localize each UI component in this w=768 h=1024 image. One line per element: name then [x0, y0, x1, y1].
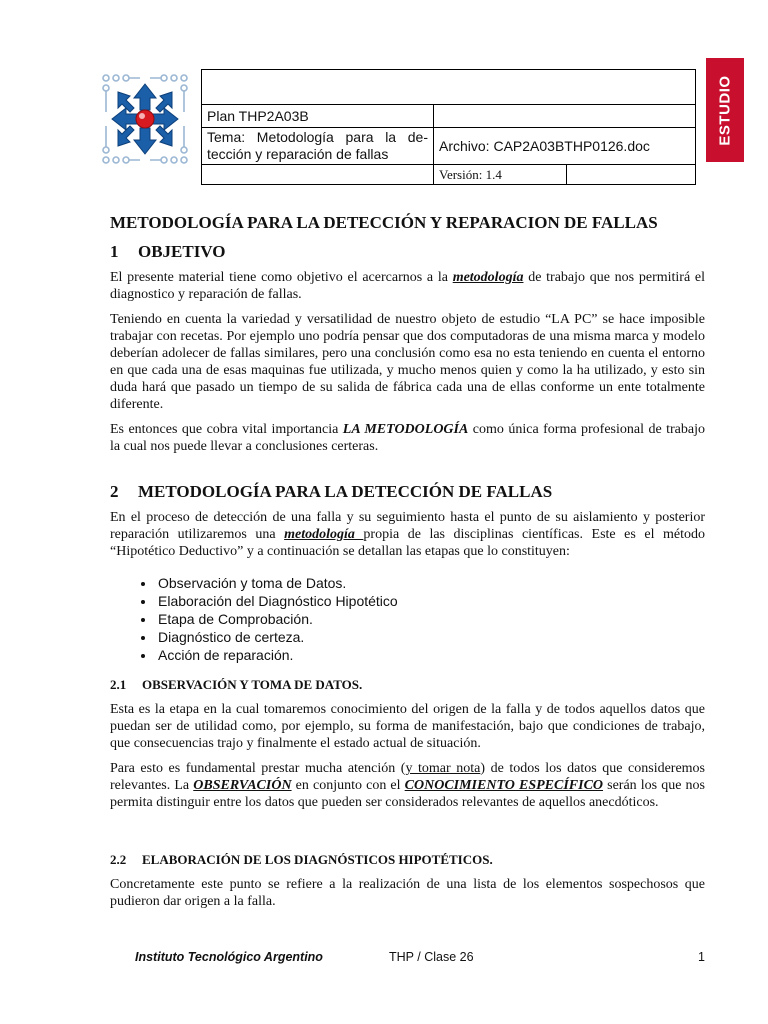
- tema-line-2: tección y reparación de fallas: [207, 146, 389, 162]
- institute-logo: [100, 72, 190, 166]
- section-2-1-paragraph-2: [110, 760, 705, 811]
- header-empty-cell-3: [567, 165, 696, 185]
- tema-cell: [202, 128, 434, 165]
- header-empty-cell-2: [202, 165, 434, 185]
- footer-page-number: 1: [698, 950, 705, 964]
- section-1-paragraph-3: [110, 421, 705, 455]
- text-run: En el proceso de detección de una falla y su seguimiento hasta el punto de su aislamiento y posterior reparación utilizaremos una: [110, 510, 705, 542]
- section-2-paragraph-1: [110, 509, 705, 560]
- header-empty-cell: [434, 105, 696, 128]
- tema-line-1: Tema: Metodología para la de-: [207, 129, 428, 145]
- section-2-1-heading: [110, 676, 705, 693]
- emphasis: LA METODOLOGÍA: [342, 422, 469, 437]
- section-2-1-title: OBSERVACIÓN Y TOMA DE DATOS.: [142, 677, 363, 692]
- page-footer: [135, 950, 705, 966]
- text-run: Para esto es fundamental prestar mucha atención (: [110, 761, 406, 776]
- emphasis: CONOCIMIENTO ESPECÍFICO: [404, 778, 604, 793]
- list-item: • Observación y toma de Datos.: [156, 574, 705, 592]
- version-cell: Versión: 1.4: [434, 165, 567, 185]
- list-item: • Diagnóstico de certeza.: [156, 628, 705, 646]
- section-1-heading: [110, 243, 705, 260]
- emphasis: metodología: [284, 527, 364, 542]
- emphasis: OBSERVACIÓN: [193, 778, 292, 793]
- section-2-heading: [110, 483, 705, 500]
- header-blank-cell: [202, 70, 696, 105]
- document-title: METODOLOGÍA PARA LA DETECCIÓN Y REPARACION DE FALLAS: [110, 213, 658, 232]
- section-1-paragraph-2: Teniendo en cuenta la variedad y versatilidad de nuestro objeto de estudio “LA PC” se hace imposible trabajar con recetas. Por ejemplo uno podría pensar que dos computadoras de una misma marca y modelo deberían adolecer de fallas similares, pero una conclusión como esa no esta teniendo en cuenta el entorno en que cada una de esas maquinas fue utilizada, y mucho menos quien y como la ha utilizado, y esto sin duda hará que pasado un tiempo de su salida de fábrica cada una de ellas conforme un ente totalmente diferente.: [110, 312, 705, 412]
- section-2-title: METODOLOGÍA PARA LA DETECCIÓN DE FALLAS: [138, 482, 553, 501]
- text-run: Es entonces que cobra vital importancia: [110, 422, 343, 437]
- text-run: ) de todos los datos que consideremos relevantes. La: [110, 761, 706, 793]
- footer-institute: Instituto Tecnológico Argentino: [135, 950, 323, 964]
- list-item: • Elaboración del Diagnóstico Hipotético: [156, 592, 705, 610]
- archivo-cell: Archivo: CAP2A03BTHP0126.doc: [434, 128, 696, 165]
- list-item: • Etapa de Comprobación.: [156, 610, 705, 628]
- side-tab-label: ESTUDIO: [716, 74, 734, 146]
- footer-course: THP / Clase 26: [389, 950, 474, 964]
- section-1-title: OBJETIVO: [138, 242, 226, 261]
- section-2-2-heading: [110, 851, 705, 868]
- section-2-number: 2: [110, 482, 119, 501]
- section-1-number: 1: [110, 242, 119, 261]
- text-run: El presente material tiene como objetivo el acercarnos a la: [110, 270, 453, 285]
- plan-cell: Plan THP2A03B: [202, 105, 434, 128]
- section-2-2-title: ELABORACIÓN DE LOS DIAGNÓSTICOS HIPOTÉTICOS.: [142, 852, 493, 867]
- text-run: en conjunto con el: [291, 778, 405, 793]
- text-run: serán los que nos permita distinguir entre los datos que pueden ser considerados relevantes de aquellos anecdóticos.: [110, 778, 706, 810]
- text-run: como única forma profesional de trabajo la cual nos puede llevar a conclusiones certeras.: [110, 422, 706, 454]
- list-item: • Acción de reparación.: [156, 646, 705, 664]
- document-header-table: [201, 69, 696, 185]
- text-run: propia de las disciplinas científicas. Este es el método “Hipotético Deductivo” y a continuación se detallan las etapas que lo constituyen:: [110, 527, 705, 559]
- estudio-side-tab: [706, 58, 744, 162]
- text-run: de trabajo que nos permitirá el diagnostico y reparación de fallas.: [110, 270, 705, 302]
- underlined-text: y tomar nota: [405, 761, 481, 776]
- section-2-2-number: 2.2: [110, 852, 127, 867]
- section-2-1-number: 2.1: [110, 677, 127, 692]
- emphasis: metodología: [452, 270, 524, 285]
- section-2-2-paragraph-1: Concretamente este punto se refiere a la realización de una lista de los elementos sospechosos que pudieron dar origen a la falla.: [110, 877, 705, 909]
- stages-list: [110, 574, 705, 664]
- section-2-1-paragraph-1: Esta es la etapa en la cual tomaremos conocimiento del origen de la falla y de todos aquellos datos que puedan ser de utilidad como, por ejemplo, su forma de manifestación, bajo que condiciones de trabajo, que consecuencias trajo y finalmente el estado actual de situación.: [110, 702, 705, 751]
- section-1-paragraph-1: [110, 269, 705, 303]
- document-body: [110, 214, 705, 918]
